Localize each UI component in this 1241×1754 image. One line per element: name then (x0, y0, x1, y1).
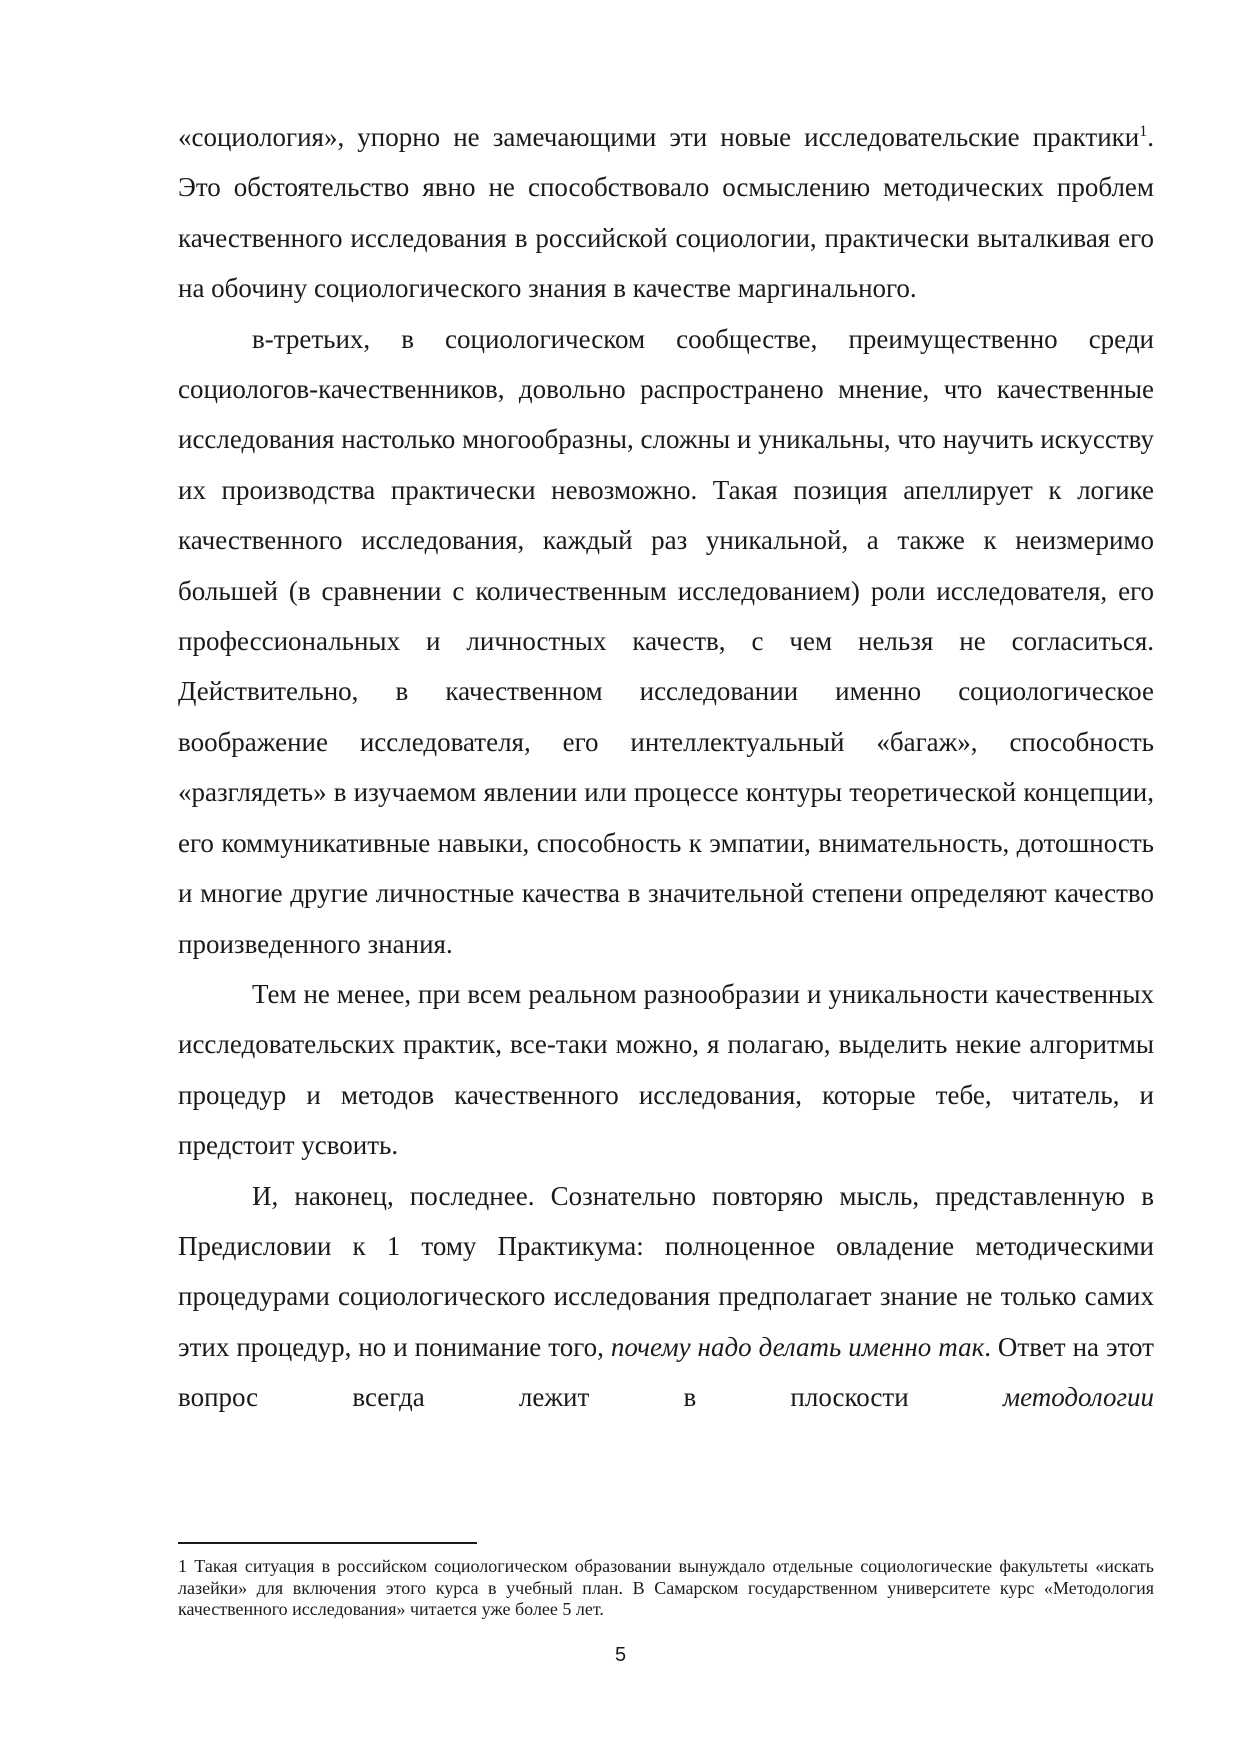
paragraph-4-italic-word: методологии (1002, 1382, 1154, 1413)
paragraph-4 (178, 1171, 1154, 1423)
footnote: 1 Такая ситуация в российском социологическом образовании вынуждало отдельные социологические факультеты «искать лазейки» для включения этого курса в учебный план. В Самарском государственном университете курс «Методология качественного исследования» читается уже более 5 лет. (178, 1556, 1154, 1619)
body-text (178, 112, 1154, 1423)
paragraph-2: в-третьих, в социологическом сообществе, преимущественно среди социологов-качественников, довольно распространено мнение, что качественные исследования настолько многообразны, сложны и уникальны, что научить искусству их производства практически невозможно. Такая позиция апеллирует к логике качественного исследования, каждый раз уникальной, а также к неизмеримо большей (в сравнении с количественным исследованием) роли исследователя, его профессиональных и личностных качеств, с чем нельзя не согласиться. Действительно, в качественном исследовании именно социологическое воображение исследователя, его интеллектуальный «багаж», способность «разглядеть» в изучаемом явлении или процессе контуры теоретической концепции, его коммуникативные навыки, способность к эмпатии, внимательность, дотошность и многие другие личностные качества в значительной степени определяют качество произведенного знания. (178, 323, 1154, 959)
footnote-reference: 1 (1139, 123, 1148, 140)
paragraph-4-italic-phrase: почему надо делать именно так (610, 1331, 985, 1362)
paragraph-1 (178, 112, 1154, 314)
paragraph-1-continuation: . Это обстоятельство явно не способствовало осмыслению методических проблем качественного исследования в российской социологии, практически выталкивая его на обочину социологического знания в качестве маргинального. (178, 122, 1154, 304)
paragraph-4-text: И, наконец, последнее. Сознательно повторяю мысль, представленную в Предисловии к 1 тому Практикума: полноценное овладение методическими процедурами социологического исследования предполагает знание не только самих этих процедур, но и понимание того, (178, 1180, 1154, 1362)
paragraph-3: Тем не менее, при всем реальном разнообразии и уникальности качественных исследовательских практик, все-таки можно, я полагаю, выделить некие алгоритмы процедур и методов качественного исследования, которые тебе, читатель, и предстоит усвоить. (178, 978, 1154, 1161)
paragraph-4-text-middle: . Ответ на этот вопрос всегда лежит в плоскости (178, 1331, 1154, 1413)
footnote-separator (178, 1542, 477, 1544)
page-number: 5 (614, 1644, 627, 1666)
paragraph-1-text: «социология», упорно не замечающими эти новые исследовательские практики (178, 122, 1140, 152)
